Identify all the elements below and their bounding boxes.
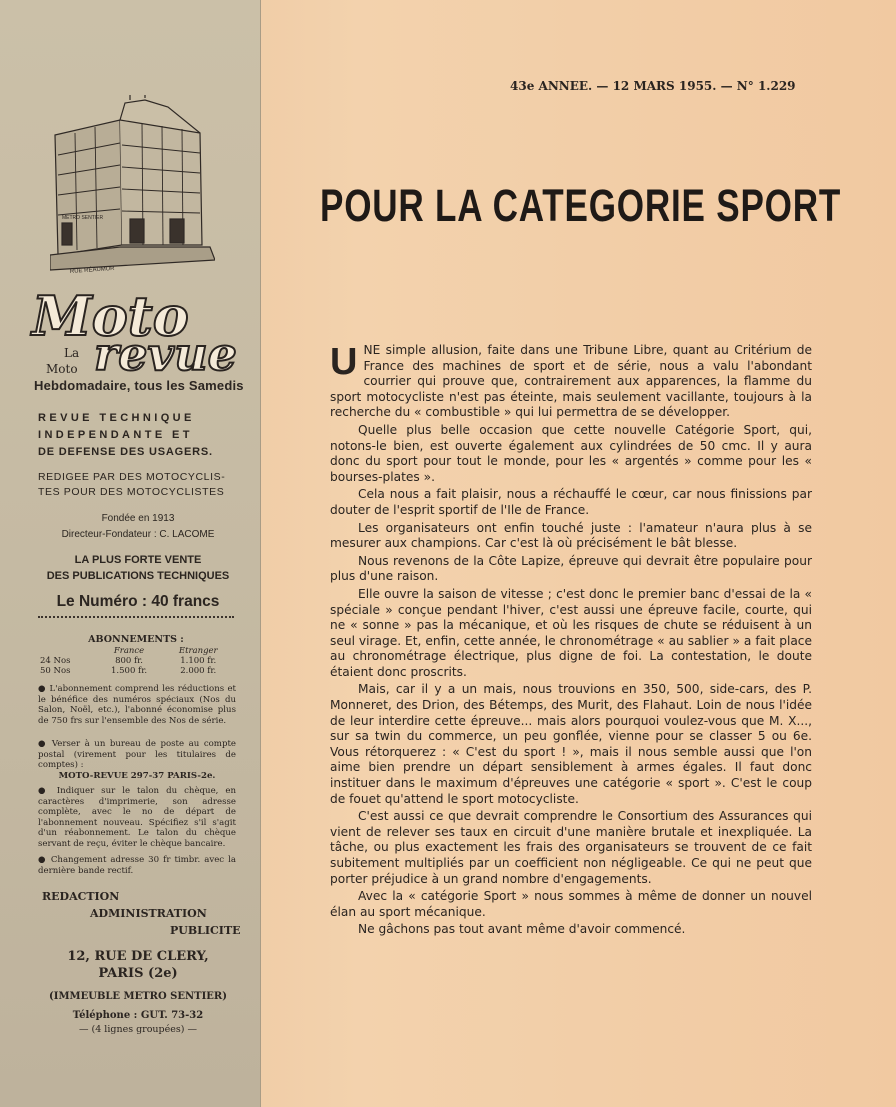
- revue-line: DE DEFENSE DES USAGERS.: [38, 446, 213, 458]
- issue-line: 43e ANNEE. — 12 MARS 1955. — N° 1.229: [510, 79, 796, 93]
- row-label: 50 Nos: [40, 666, 71, 676]
- paragraph: Ne gâchons pas tout avant même d'avoir commencé.: [358, 922, 686, 937]
- row-etranger: 1.100 fr.: [180, 656, 217, 666]
- redige-line: REDIGEE PAR DES MOTOCYCLIS-: [38, 471, 226, 483]
- redige-par: [38, 470, 238, 500]
- directeur: Directeur-Fondateur : C. LACOME: [61, 529, 215, 540]
- paragraph: Mais, car il y a un mais, nous trouvions en 350, 500, side-cars, des P. Monneret, des Drion, des Bétemps, des Murit, des Flahaut. Loin de nous l'idée de leur interdire cette épreuve... mais alors pourquoi voulez-vous que M. X..., sur sa twin du commerce, un peu gonflée, vienne pour se classer 5 ou 6e. Vous rétorquerez : « C'est du sport ! », mais il nous semble aussi que l'on aime bien prendre un départ sensiblement à armes égales. Il faut donc instituer dans le maximum d'épreuves une catégorie « sport ». C'est le coup de fouet qu'attend le sport motocycliste.: [330, 682, 812, 806]
- note-text: Changement adresse 30 fr timbr. avec la dernière bande rectif.: [38, 855, 236, 876]
- administration: ADMINISTRATION: [90, 907, 207, 920]
- logo-moto: Moto: [32, 285, 189, 348]
- revue-description: [38, 410, 238, 461]
- address: [38, 948, 238, 982]
- address-line-2: PARIS (2e): [98, 966, 178, 981]
- paragraph-text: NE simple allusion, faite dans une Tribune Libre, quant au Critérium de France des machines de sport et de série, nous a valu l'abondant courrier qui prouve que, contrairement aux apparences, la flamme du sport motocycliste n'est pas éteinte, mais seulement vacillante, toujours à la recherche du « combustible » qui lui permettra de se développer.: [330, 343, 812, 420]
- forte-vente: [38, 552, 238, 584]
- metro-sign: METRO SENTIER: [62, 215, 104, 221]
- col-france: France: [113, 646, 145, 656]
- row-france: 800 fr.: [115, 656, 143, 666]
- paragraph: Cela nous a fait plaisir, nous a réchauffé le cœur, car nous finissions par douter de l'esprit sportif de l'Ile de France.: [330, 487, 812, 517]
- note-text: Verser à un bureau de poste au compte postal (virement pour les titulaires de comptes) :: [38, 739, 236, 771]
- revue-line: INDEPENDANTE ET: [38, 429, 193, 441]
- table-row: [38, 656, 234, 666]
- paragraph: Quelle plus belle occasion que cette nouvelle Catégorie Sport, qui, notons-le bien, est ouverte également aux cylindrées de 50 cmc. Il y aura donc du sport pour tout le monde, pour les « argentés » comme pour les « bourses-plates ».: [330, 422, 812, 484]
- paragraph: Avec la « catégorie Sport » nous sommes à même de donner un nouvel élan au sport mécanique.: [330, 889, 812, 919]
- note-changement: [38, 855, 236, 876]
- logo-la: La: [64, 346, 80, 360]
- paragraph: Nous revenons de la Côte Lapize, épreuve qui devrait être populaire pour plus d'une raison.: [330, 553, 812, 584]
- lignes-groupees: — (4 lignes groupées) —: [79, 1024, 197, 1035]
- tagline: Hebdomadaire, tous les Samedis: [34, 378, 244, 393]
- note-abonnement: [38, 684, 236, 726]
- redige-line: TES POUR DES MOTOCYCLISTES: [38, 486, 225, 498]
- publicite: PUBLICITE: [170, 924, 241, 937]
- abonnements: [38, 634, 234, 676]
- abonnements-heading: ABONNEMENTS :: [88, 634, 184, 645]
- immeuble: (IMMEUBLE METRO SENTIER): [49, 991, 227, 1002]
- forte-line: DES PUBLICATIONS TECHNIQUES: [46, 570, 230, 582]
- revue-line: REVUE TECHNIQUE: [38, 412, 195, 424]
- paragraph: Elle ouvre la saison de vitesse ; c'est donc le premier banc d'essai de la « spéciale » conçue pendant l'hiver, c'est aussi une épreuve facile, courte, qui ne « sonne » pas la mécanique, et où les risques de chute se réduisent à un seul virage. Et, enfin, cette année, le chronométrage « au sablier » a fait place au chronométrage électrique, plus digne de foi. La contestation, le doute étaient donc proscrits.: [330, 586, 812, 679]
- paragraph: Les organisateurs ont enfin touché juste : l'amateur n'aura plus à se mesurer aux champions. Car c'est là où précisément le bât blesse.: [330, 520, 812, 551]
- bullet-icon: ●: [38, 739, 48, 749]
- logo-revue: revue: [94, 327, 237, 380]
- building-illustration: [50, 95, 215, 275]
- row-etranger: 2.000 fr.: [180, 666, 217, 676]
- article-body: [330, 343, 812, 940]
- forte-line: LA PLUS FORTE VENTE: [74, 554, 202, 566]
- row-label: 24 Nos: [40, 656, 71, 666]
- note-cheque: [38, 786, 236, 850]
- bullet-icon: ●: [38, 786, 50, 796]
- note-text: L'abonnement comprend les réductions et le bénéfice des numéros spéciaux (Nos du Salon, Noël, etc.), l'abonné économise plus de 750 frs sur l'ensemble des Nos de série.: [38, 684, 237, 726]
- table-row: [38, 666, 234, 676]
- paragraph: C'est aussi ce que devrait comprendre le Consortium des Assurances qui vient de relever ses taux en circuit d'une manière brutale et inexpliquée. La tâche, ou plus exactement les frais des organisateurs se trouvent de ce fait subitement multipliés par un coefficient non négligeable. Ce qui ne peut que porter préjudice à un grand nombre d'engagements.: [330, 809, 812, 886]
- fondee: Fondée en 1913: [101, 513, 175, 524]
- moto-revue-logo: [12, 285, 252, 380]
- bullet-icon: ●: [38, 684, 47, 694]
- abonnements-table: [38, 646, 234, 676]
- article-title: POUR LA CATEGORIE SPORT: [320, 180, 842, 231]
- dotted-rule: [38, 616, 234, 618]
- note-verser: [38, 739, 236, 771]
- telephone: Téléphone : GUT. 73-32: [72, 1010, 204, 1021]
- article-column: [262, 0, 896, 1107]
- col-etranger: Etranger: [178, 646, 218, 656]
- redaction: REDACTION: [42, 890, 120, 903]
- note-text: Indiquer sur le talon du chèque, en caractères d'imprimerie, son adresse complète, avec le no de départ de l'abonnement nouveau. Spécifiez s'il s'agit d'un réabonnement. Le talon du chèque servant de reçu, éviter le chèque bancaire.: [38, 786, 236, 849]
- masthead-sidebar: [0, 0, 261, 1107]
- paragraph: [330, 343, 812, 421]
- price: Le Numéro : 40 francs: [56, 593, 220, 610]
- compte-postal: MOTO-REVUE 297-37 PARIS-2e.: [58, 771, 216, 781]
- bullet-icon: ●: [38, 855, 47, 865]
- logo-moto-small: Moto: [46, 362, 78, 376]
- row-france: 1.500 fr.: [111, 666, 148, 676]
- drop-cap: U: [330, 341, 358, 383]
- street-sign: RUE RÉAUMUR: [69, 265, 115, 275]
- address-line-1: 12, RUE DE CLERY,: [67, 949, 209, 964]
